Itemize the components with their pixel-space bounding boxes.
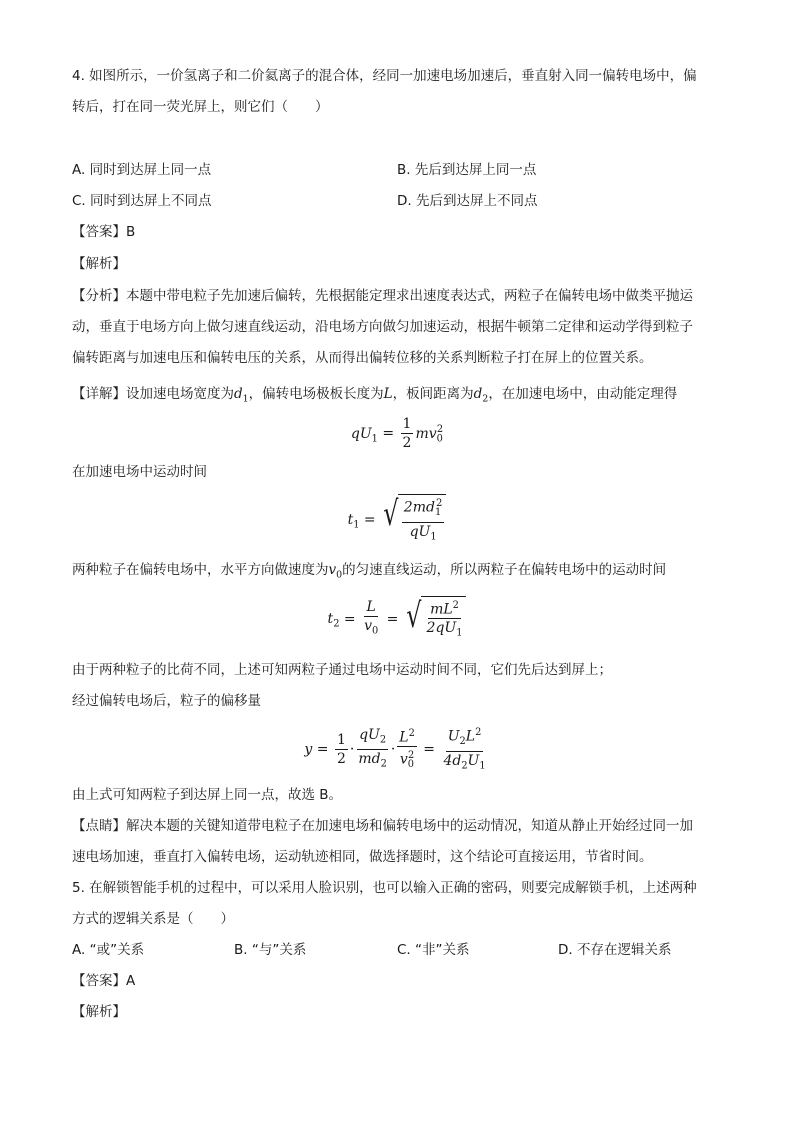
q4-option-d: D. 先后到达屏上不同点 [397, 193, 538, 209]
fenxi-text-1: 本题中带电粒子先加速后偏转，先根据能定理求出速度表达式，两粒子在偏转电场中做类平抛运 [126, 288, 693, 304]
q4-fenxi-line-1 [72, 286, 693, 306]
q4-stem-line-2: 转后，打在同一荧光屏上，则它们（ ） [72, 99, 329, 115]
answer-label: 【答案】 [72, 973, 126, 989]
q4-option-c: C. 同时到达屏上不同点 [72, 193, 212, 209]
q4-two-particles-line [72, 560, 666, 585]
q4-option-b: B. 先后到达屏上同一点 [397, 162, 537, 178]
q5-option-a: A. “或”关系 [72, 942, 145, 958]
symbol-v0: $v_0$ [328, 562, 343, 581]
q4-stem-line-1: 4. 如图所示，一价氢离子和二价氦离子的混合体，经同一加速电场加速后，垂直射入同一偏转电场中，偏 [72, 68, 697, 84]
xiangjie-text-4: ，在加速电场中，由动能定理得 [488, 386, 678, 402]
q4-dianjing-line-2: 速电场加速，垂直打入偏转电场，运动轨迹相同，做选择题时，这个结论可直接运用，节省时间。 [72, 849, 653, 865]
answer-value: B [126, 224, 136, 240]
q4-offset-line: 经过偏转电场后，粒子的偏移量 [72, 693, 261, 709]
equation-t2: $t_2$ = $\frac{L}{v_0}$ = √ $\frac{mL^2}{2qU_1}$ [0, 596, 794, 643]
q4-analysis-label: 【解析】 [72, 256, 126, 272]
dianjing-text-1: 解决本题的关键知道带电粒子在加速电场和偏转电场中的运动情况，知道从静止开始经过同一加 [126, 818, 693, 834]
two-particles-text-2: 的匀速直线运动，所以两粒子在偏转电场中的运动时间 [342, 562, 667, 578]
q4-option-a: A. 同时到达屏上同一点 [72, 162, 212, 178]
xiangjie-text-2: ，偏转电场极板长度为 [248, 386, 384, 402]
xiangjie-label: 【详解】 [72, 386, 126, 402]
q4-xiangjie-line [72, 384, 677, 409]
q4-answer [72, 222, 135, 242]
xiangjie-text-1: 设加速电场宽度为 [126, 386, 234, 402]
dianjing-label: 【点睛】 [72, 818, 126, 834]
answer-label: 【答案】 [72, 224, 126, 240]
q5-analysis-label: 【解析】 [72, 1004, 126, 1020]
q5-option-b: B. “与”关系 [234, 942, 307, 958]
equation-t1: $t_1$ = √ $\frac{2md_1^2}{qU_1}$ [0, 494, 794, 546]
fenxi-label: 【分析】 [72, 288, 126, 304]
q5-stem-line-2: 方式的逻辑关系是（ ） [72, 911, 234, 927]
q5-answer [72, 971, 135, 991]
q5-stem-line-1: 5. 在解锁智能手机的过程中，可以采用人脸识别，也可以输入正确的密码，则要完成解锁手机，上述两种 [72, 880, 697, 896]
q4-conclusion-line: 由上式可知两粒子到达屏上同一点，故选 B。 [72, 787, 343, 803]
q4-diff-time-line: 由于两种粒子的比荷不同，上述可知两粒子通过电场中运动时间不同，它们先后达到屏上； [72, 662, 612, 678]
symbol-d2: $d_2$ [473, 386, 489, 405]
q4-fenxi-line-3: 偏转距离与加速电压和偏转电压的关系，从而得出偏转位移的关系判断粒子打在屏上的位置关系。 [72, 350, 653, 366]
xiangjie-text-3: ，板间距离为 [392, 386, 474, 402]
symbol-L: L [383, 386, 393, 402]
q5-option-d: D. 不存在逻辑关系 [558, 942, 672, 958]
answer-value: A [126, 973, 136, 989]
symbol-d1: $d_1$ [234, 386, 249, 405]
equation-offset: y = $\frac{1}{2}$ · $\frac{qU_2}{md_2}$ · $\frac{L^2}{v_0^2}$ = $\frac{U_2L^2}{4d_2U_1}$ [0, 724, 794, 775]
q4-time-acc-line: 在加速电场中运动时间 [72, 464, 207, 480]
two-particles-text-1: 两种粒子在偏转电场中，水平方向做速度为 [72, 562, 329, 578]
equation-energy: $qU_1$ = $\frac{1}{2}$ $mv_0^2$ [350, 416, 444, 451]
q5-option-c: C. “非”关系 [397, 942, 470, 958]
q4-fenxi-line-2: 动，垂直于电场方向上做匀速直线运动，沿电场方向做匀加速运动，根据牛顿第二定律和运动学得到粒子 [72, 319, 693, 335]
q4-dianjing-line-1 [72, 816, 693, 836]
